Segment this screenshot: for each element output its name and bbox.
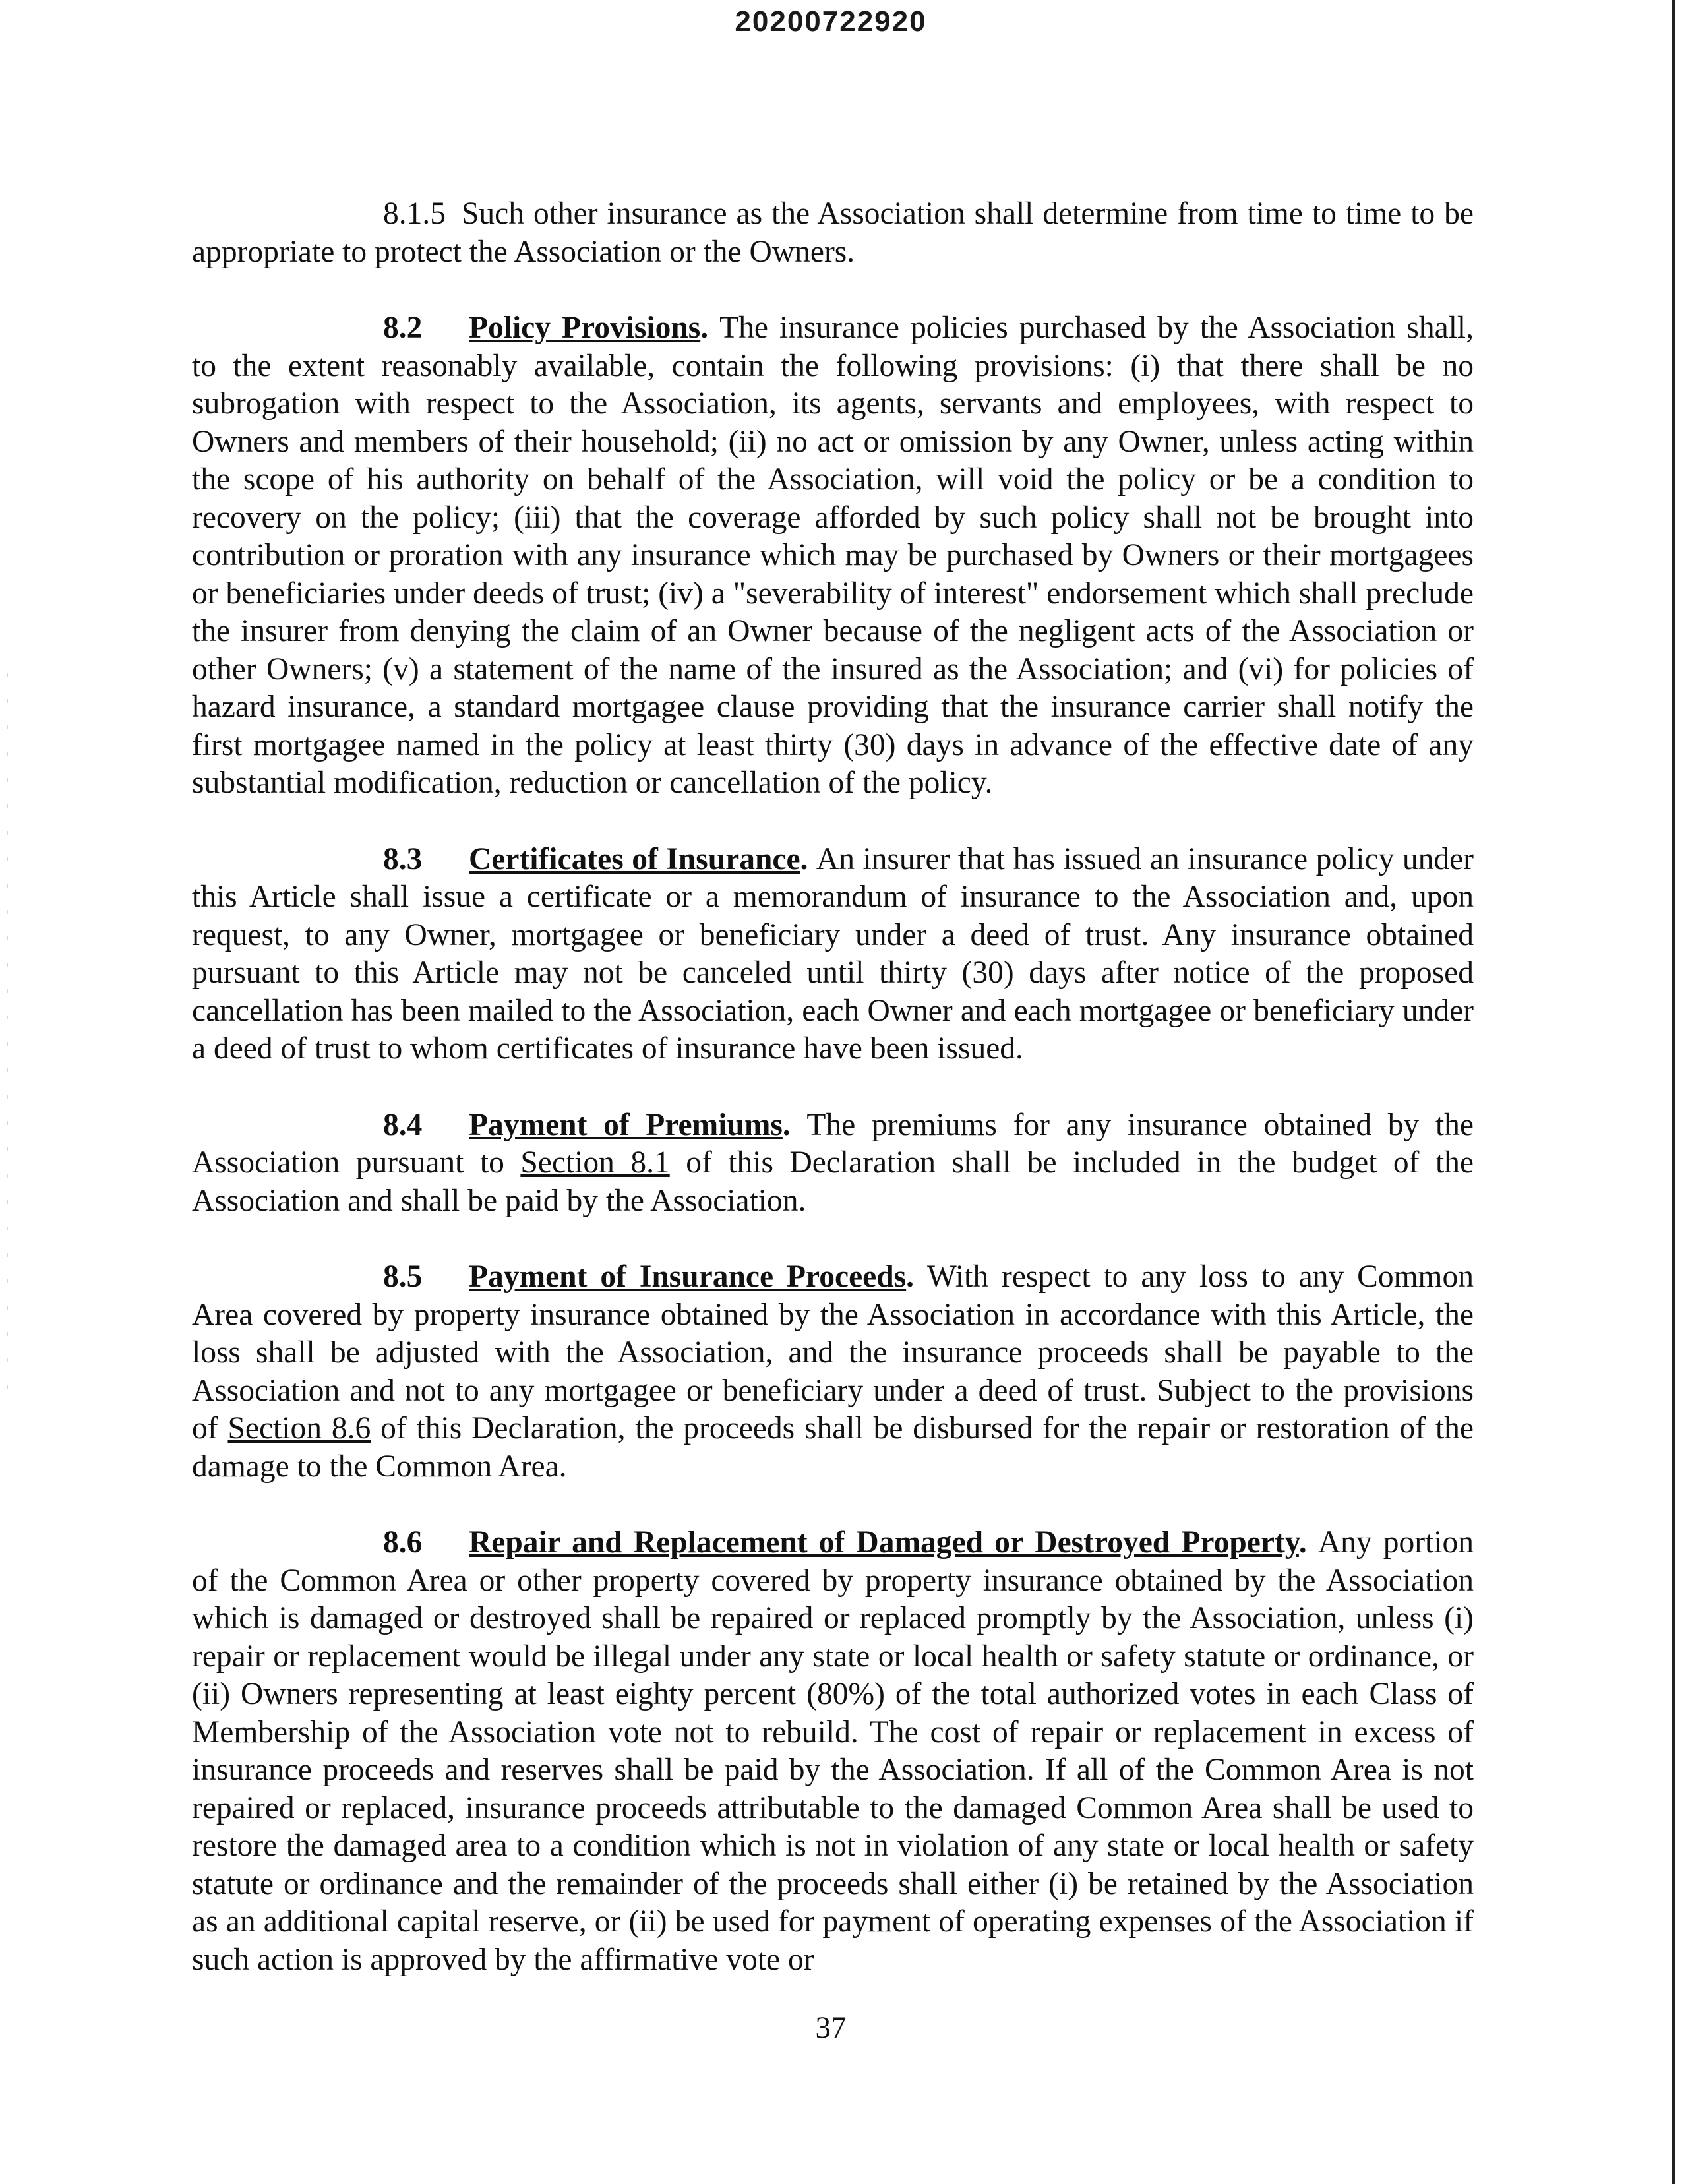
section-8-6: 8.6 Repair and Replacement of Damaged or Destroyed Property. Any portion of the Common Area or other property covered by property insurance obtained by the Association which is damaged or destroyed shall be repaired or replaced promptly by the Association, unless (i) repair or replacement would be illegal under any state or local health or safety statute or ordinance, or (ii) Owners representing at least eighty percent (80%) of the total authorized votes in each Class of Membership of the Association vote not to rebuild. The cost of repair or replacement in excess of insurance proceeds and reserves shall be paid by the Association. If all of the Common Area is not repaired or replaced, insurance proceeds attributable to the damaged Common Area shall be used to restore the damaged area to a condition which is not in violation of any state or local health or safety statute or ordinance and the remainder of the proceeds shall either (i) be retained by the Association as an additional capital reserve, or (ii) be used for payment of operating expenses of the Association if such action is approved by the affirmative vote or	[192, 1525, 1474, 1977]
section-reference: Section 8.6	[227, 1411, 371, 1445]
section-number: 8.3	[383, 841, 423, 876]
section-text: Any portion of the Common Area or other property covered by property insurance obtained by the Association which is damaged or destroyed shall be repaired or replaced promptly by the Association, unless (i) repair or replacement would be illegal under any state or local health or safety statute or ordinance, or (ii) Owners representing at least eighty percent (80%) of the total authorized votes in each Class of Membership of the Association vote not to rebuild. The cost of repair or replacement in excess of insurance proceeds and reserves shall be paid by the Association. If all of the Common Area is not repaired or replaced, insurance proceeds attributable to the damaged Common Area shall be used to restore the damaged area to a condition which is not in violation of any state or local health or safety statute or ordinance and the remainder of the proceeds shall either (i) be retained by the Association as an additional capital reserve, or (ii) be used for payment of operating expenses of the Association if such action is approved by the affirmative vote or	[192, 1525, 1474, 1977]
document-body	[192, 195, 1474, 2017]
section-text: The insurance policies purchased by the Association shall, to the extent reasonably available, contain the following provisions: (i) that there shall be no subrogation with respect to the Association, its agents, servants and employees, with respect to Owners and members of their household; (ii) no act or omission by any Owner, unless acting within the scope of his authority on behalf of the Association, will void the policy or be a condition to recovery on the policy; (iii) that the coverage afforded by such policy shall not be brought into contribution or proration with any insurance which may be purchased by Owners or their mortgagees or beneficiaries under deeds of trust; (iv) a "severability of interest" endorsement which shall preclude the insurer from denying the claim of an Owner because of the negligent acts of the Association or other Owners; (v) a statement of the name of the insured as the Association; and (vi) for policies of hazard insurance, a standard mortgagee clause providing that the insurance carrier shall notify the first mortgagee named in the policy at least thirty (30) days in advance of the effective date of any substantial modification, reduction or cancellation of the policy.	[192, 311, 1474, 800]
section-text-before-ref: With respect to any loss to any Common Area covered by property insurance obtained by the Association in accordance with this Article, the loss shall be adjusted with the Association, and the insurance proceeds shall be payable to the Association and not to any mortgagee or beneficiary under a deed of trust. Subject to the provisions of	[192, 1259, 1474, 1445]
section-heading: Payment of Premiums	[469, 1107, 783, 1142]
section-number: 8.1.5	[383, 197, 446, 231]
section-text: An insurer that has issued an insurance policy under this Article shall issue a certificate or a memorandum of insurance to the Association and, upon request, to any Owner, mortgagee or beneficiary under a deed of trust. Any insurance obtained pursuant to this Article may not be canceled until thirty (30) days after notice of the proposed cancellation has been mailed to the Association, each Owner and each mortgagee or beneficiary under a deed of trust to whom certificates of insurance have been issued.	[192, 841, 1474, 1066]
section-text-before-ref: The premiums for any insurance obtained by the Association pursuant to	[192, 1107, 1474, 1180]
section-text: Such other insurance as the Association shall determine from time to time to be appropriate to protect the Association or the Owners.	[192, 197, 1474, 269]
document-number: 20200722920	[735, 5, 927, 38]
section-heading: Certificates of Insurance	[469, 841, 800, 876]
section-heading: Policy Provisions	[469, 311, 701, 345]
section-text-after-ref: of this Declaration, the proceeds shall be disbursed for the repair or restoration of the damage to the Common Area.	[192, 1411, 1474, 1484]
section-number: 8.6	[383, 1525, 423, 1560]
section-8-5: 8.5 Payment of Insurance Proceeds. With respect to any loss to any Common Area covered by property insurance obtained by the Association in accordance with this Article, the loss shall be adjusted with the Association, and the insurance proceeds shall be payable to the Association and not to any mortgagee or beneficiary under a deed of trust. Subject to the provisions of Section 8.6 of this Declaration, the proceeds shall be disbursed for the repair or restoration of the damage to the Common Area.	[192, 1259, 1474, 1484]
section-number: 8.5	[383, 1259, 423, 1294]
page-number: 37	[815, 2011, 847, 2045]
section-heading: Repair and Replacement of Damaged or Destroyed Property	[469, 1525, 1299, 1560]
section-8-3: 8.3 Certificates of Insurance. An insurer that has issued an insurance policy under this Article shall issue a certificate or a memorandum of insurance to the Association and, upon request, to any Owner, mortgagee or beneficiary under a deed of trust. Any insurance obtained pursuant to this Article may not be canceled until thirty (30) days after notice of the proposed cancellation has been mailed to the Association, each Owner and each mortgagee or beneficiary under a deed of trust to whom certificates of insurance have been issued.	[192, 841, 1474, 1066]
scan-artifact-marks	[7, 673, 8, 1398]
section-number: 8.4	[383, 1107, 423, 1142]
section-reference: Section 8.1	[520, 1145, 670, 1180]
section-heading: Payment of Insurance Proceeds	[469, 1259, 907, 1294]
section-8-2: 8.2 Policy Provisions. The insurance policies purchased by the Association shall, to the extent reasonably available, contain the following provisions: (i) that there shall be no subrogation with respect to the Association, its agents, servants and employees, with respect to Owners and members of their household; (ii) no act or omission by any Owner, unless acting within the scope of his authority on behalf of the Association, will void the policy or be a condition to recovery on the policy; (iii) that the coverage afforded by such policy shall not be brought into contribution or proration with any insurance which may be purchased by Owners or their mortgagees or beneficiaries under deeds of trust; (iv) a "severability of interest" endorsement which shall preclude the insurer from denying the claim of an Owner because of the negligent acts of the Association or other Owners; (v) a statement of the name of the insured as the Association; and (vi) for policies of hazard insurance, a standard mortgagee clause providing that the insurance carrier shall notify the first mortgagee named in the policy at least thirty (30) days in advance of the effective date of any substantial modification, reduction or cancellation of the policy.	[192, 311, 1474, 800]
section-8-4: 8.4 Payment of Premiums. The premiums for any insurance obtained by the Association pursuant to Section 8.1 of this Declaration shall be included in the budget of the Association and shall be paid by the Association.	[192, 1107, 1474, 1218]
section-text-after-ref: of this Declaration shall be included in the budget of the Association and shall be paid by the Association.	[192, 1145, 1474, 1218]
section-number: 8.2	[383, 311, 423, 345]
section-8-1-5	[192, 195, 1474, 271]
page-edge-rule	[1672, 0, 1675, 2184]
